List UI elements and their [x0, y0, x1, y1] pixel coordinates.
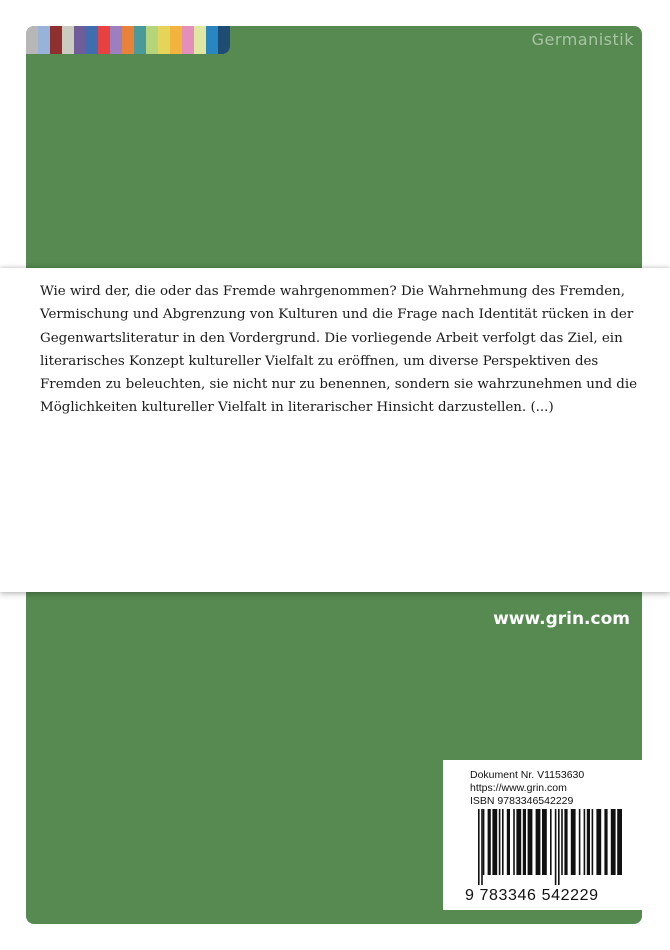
barcode-image	[476, 809, 628, 887]
color-stripe	[170, 26, 182, 54]
barcode-bar	[481, 809, 483, 885]
color-stripe	[62, 26, 74, 54]
document-number: Dokument Nr. V1153630	[470, 769, 585, 781]
website-link: www.grin.com	[493, 609, 630, 629]
isbn-text: ISBN 9783346542229	[470, 795, 574, 807]
color-stripe	[98, 26, 110, 54]
barcode-bar	[502, 809, 504, 875]
barcode-box	[443, 760, 642, 910]
barcode-bar	[478, 809, 480, 885]
barcode-bar	[499, 809, 501, 875]
barcode-bar	[604, 809, 607, 875]
barcode-bar	[571, 809, 576, 875]
color-stripe	[26, 26, 38, 54]
barcode-bar	[596, 809, 601, 875]
series-label: Germanistik	[531, 30, 634, 49]
color-stripe	[194, 26, 206, 54]
barcode-bar	[558, 809, 560, 885]
color-stripe	[206, 26, 218, 54]
barcode-bar	[617, 809, 622, 875]
barcode-bar	[528, 809, 533, 875]
barcode-bar	[561, 809, 563, 875]
barcode-bar	[542, 809, 547, 875]
barcode-bar	[587, 809, 590, 875]
color-stripe	[218, 26, 230, 54]
color-stripe	[122, 26, 134, 54]
barcode-bar	[592, 809, 594, 875]
barcode-bar	[584, 809, 586, 875]
barcode-bar	[564, 809, 567, 875]
document-url: https://www.grin.com	[470, 782, 567, 794]
barcode-bar	[523, 809, 526, 875]
color-stripe	[38, 26, 50, 54]
color-stripe	[158, 26, 170, 54]
color-stripe	[74, 26, 86, 54]
color-stripe	[50, 26, 62, 54]
barcode-bar	[516, 809, 521, 875]
barcode-bar	[536, 809, 541, 875]
color-stripe	[146, 26, 158, 54]
color-stripes	[26, 26, 230, 54]
barcode-digits: 9 783346 542229	[465, 887, 599, 904]
barcode-bar	[513, 809, 515, 875]
color-stripe	[134, 26, 146, 54]
color-stripe	[110, 26, 122, 54]
barcode-bar	[555, 809, 557, 885]
color-stripe	[182, 26, 194, 54]
barcode-bar	[483, 809, 485, 875]
barcode-bar	[488, 809, 491, 875]
barcode-bar	[579, 809, 581, 875]
blurb-text: Wie wird der, die oder das Fremde wahrgenommen? Die Wahrnehmung des Fremden, Vermischung und Abgrenzung von Kulturen und die Frage nach Identität rücken in der Gegenwartsliteratur in den Vordergrund. Die vorliegende Arbeit verfolgt das Ziel, ein literarisches Konzept kultureller Vielfalt zu eröffnen, um diverse Perspektiven des Fremden zu beleuchten, sie nicht nur zu benennen, sondern sie wahrzunehmen und die Möglichkeiten kultureller Vielfalt in literarischer Hinsicht darzustellen. (...)	[40, 284, 638, 416]
barcode-bar	[550, 809, 552, 875]
color-stripe	[86, 26, 98, 54]
barcode-bar	[507, 809, 510, 875]
blurb-panel	[0, 268, 670, 592]
barcode-bar	[611, 809, 616, 875]
barcode-bar	[492, 809, 497, 875]
